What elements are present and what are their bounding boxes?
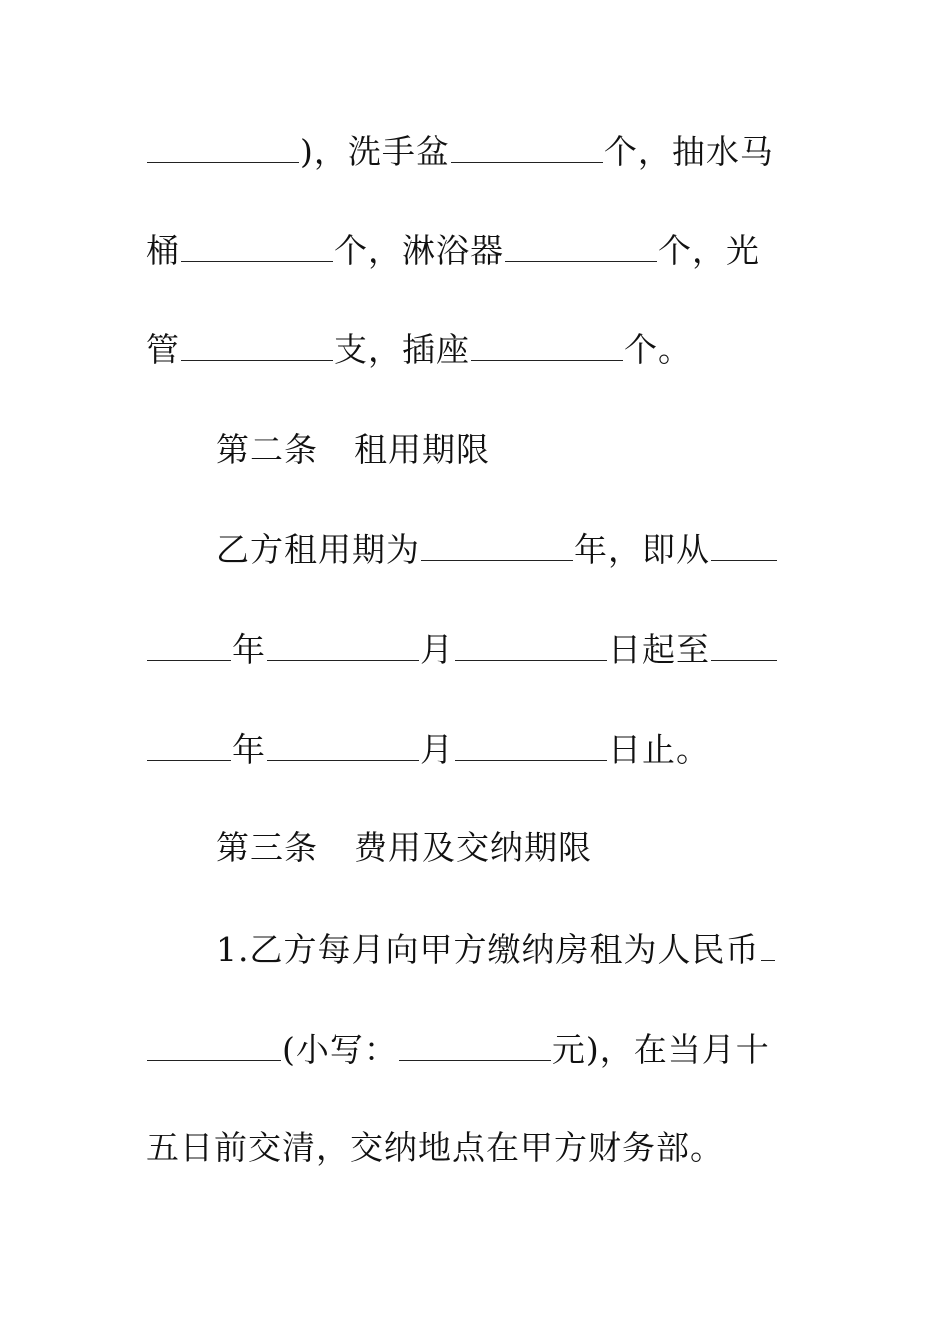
article-heading (216, 828, 592, 868)
text-line (146, 231, 760, 271)
fill-in-blank (181, 231, 333, 262)
text-segment: 月 (420, 630, 454, 669)
fill-in-blank (267, 730, 419, 761)
fill-in-blank (451, 132, 603, 163)
fill-in-blank (421, 530, 573, 561)
article-number: 第三条 (216, 828, 318, 867)
text-segment: 支，插座 (334, 330, 470, 369)
fill-in-blank (711, 530, 777, 561)
fill-in-blank (147, 132, 299, 163)
fill-in-blank (147, 1030, 281, 1061)
text-segment: 桶 (146, 231, 180, 270)
article-title: 租用期限 (354, 430, 490, 469)
text-segment: )，洗手盆 (300, 132, 450, 171)
text-line (146, 1030, 770, 1070)
text-segment: 1.乙方每月向甲方缴纳房租为人民币 (216, 930, 760, 969)
fill-in-blank (147, 730, 231, 761)
text-segment: 乙方租用期为 (216, 530, 420, 569)
fill-in-blank (181, 330, 333, 361)
text-segment: 元)，在当月十 (551, 1030, 770, 1069)
text-segment: 日起至 (608, 630, 710, 669)
text-line (216, 930, 776, 970)
text-segment: (小写： (282, 1030, 398, 1069)
fill-in-blank (761, 930, 775, 961)
fill-in-blank (505, 231, 657, 262)
text-line (146, 630, 778, 670)
text-segment: 个。 (624, 330, 692, 369)
text-segment: 管 (146, 330, 180, 369)
text-segment: 月 (420, 730, 454, 769)
text-segment: 个，抽水马 (603, 132, 774, 171)
text-segment: 个，淋浴器 (334, 231, 504, 270)
fill-in-blank (455, 630, 607, 661)
text-segment: 年，即从 (574, 530, 710, 569)
fill-in-blank (455, 730, 607, 761)
article-number: 第二条 (216, 430, 318, 469)
text-line (146, 730, 710, 770)
fill-in-blank (267, 630, 419, 661)
fill-in-blank (711, 630, 777, 661)
text-line (146, 132, 774, 172)
text-segment: 个，光 (658, 231, 760, 270)
text-line (146, 1128, 724, 1168)
article-heading (216, 430, 490, 470)
text-line (146, 330, 692, 370)
text-segment: 日止。 (608, 730, 710, 769)
fill-in-blank (399, 1030, 551, 1061)
text-segment: 五日前交清，交纳地点在甲方财务部。 (146, 1128, 724, 1167)
fill-in-blank (147, 630, 231, 661)
text-segment: 年 (232, 630, 266, 669)
text-line (216, 530, 778, 570)
text-segment: 年 (232, 730, 266, 769)
fill-in-blank (471, 330, 623, 361)
article-title: 费用及交纳期限 (354, 828, 592, 867)
